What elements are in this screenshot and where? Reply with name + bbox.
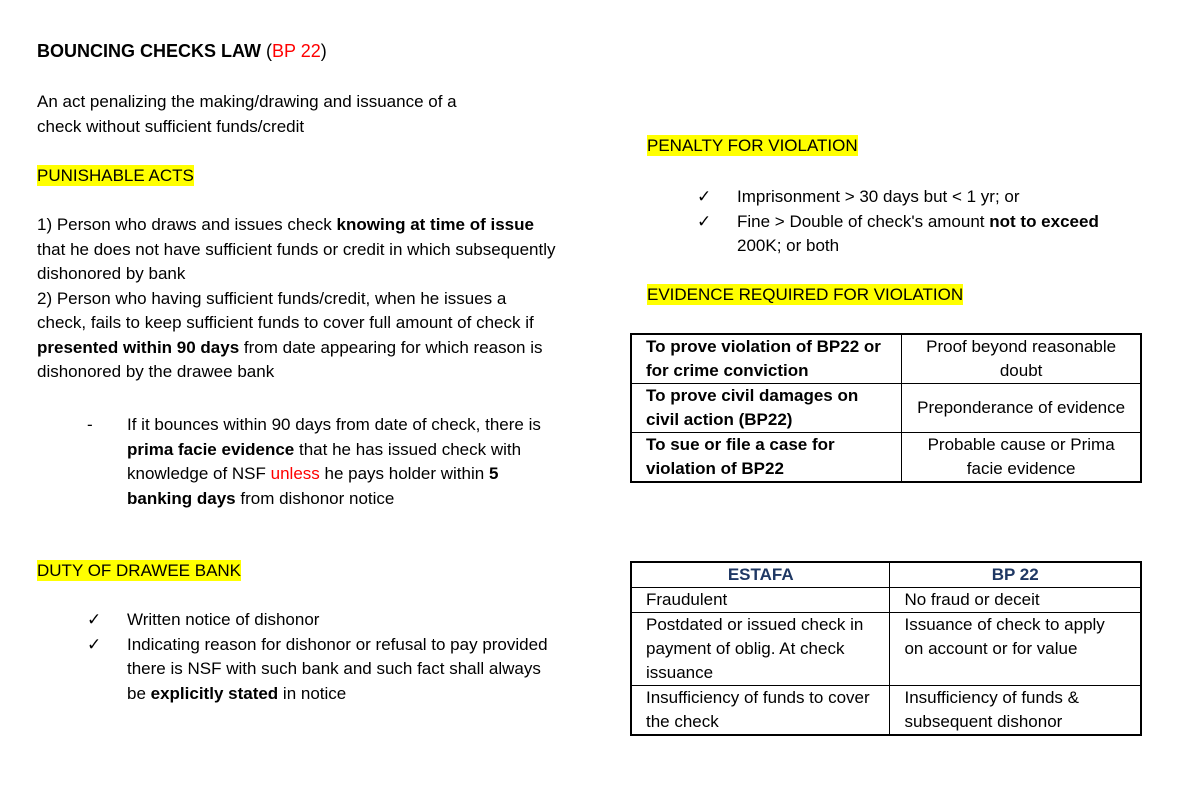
table-row [631, 686, 1141, 736]
title-text: BOUNCING CHECKS LAW [37, 41, 261, 61]
comparison-table [630, 561, 1142, 736]
table-cell: Probable cause or Prima facie evidence [902, 433, 1141, 483]
table-cell: No fraud or deceit [890, 588, 1141, 613]
penalty-heading: PENALTY FOR VIOLATION [647, 136, 858, 155]
penalty-item: ✓ Imprisonment > 30 days but < 1 yr; or [647, 185, 1117, 210]
punishable-heading: PUNISHABLE ACTS [37, 166, 194, 185]
table-cell: Insufficiency of funds to cover the check [631, 686, 890, 736]
evidence-table [630, 333, 1142, 483]
table-header: ESTAFA [631, 562, 890, 588]
penalty-item: ✓ Fine > Double of check's amount not to exceed 200K; or both [697, 211, 1099, 255]
document-title: BOUNCING CHECKS LAW (BP 22) [37, 41, 327, 61]
table-cell: Fraudulent [631, 588, 890, 613]
dash-marker: - [87, 415, 93, 434]
act-2: 2) Person who having sufficient funds/credit, when he issues a check, fails to keep sufficient funds to cover full amount of check if presented within 90 days from date appearing for which reason is dishonored by the drawee bank [37, 288, 543, 381]
check-mark-icon: ✓ [697, 187, 712, 206]
table-row [631, 613, 1141, 686]
duty-item: ✓ Written notice of dishonor [37, 608, 562, 633]
act-2-subpoint: - If it bounces within 90 days from date of check, there is prima facie evidence that he has issued check with knowledge of NSF unless he pays holder within 5 banking days from dishonor notice [87, 415, 541, 508]
punishable-acts [37, 213, 559, 385]
table-row [631, 384, 1141, 433]
duty-item: ✓ Indicating reason for dishonor or refusal to pay provided there is NSF with such bank and such fact shall always be explicitly stated in notice [87, 634, 548, 703]
table-cell: Issuance of check to apply on account or for value [890, 613, 1141, 686]
table-cell: To prove civil damages on civil action (BP22) [631, 384, 902, 433]
table-header-row [631, 562, 1141, 588]
table-cell: Insufficiency of funds & subsequent dishonor [890, 686, 1141, 736]
title-code: BP 22 [272, 41, 321, 61]
table-cell: Preponderance of evidence [902, 384, 1141, 433]
table-row [631, 334, 1141, 384]
table-header: BP 22 [890, 562, 1141, 588]
table-row [631, 588, 1141, 613]
duty-list [37, 608, 562, 706]
intro-paragraph: An act penalizing the making/drawing and issuance of a check without sufficient funds/credit [37, 92, 457, 136]
penalty-list [647, 185, 1117, 259]
duty-heading: DUTY OF DRAWEE BANK [37, 561, 242, 580]
check-mark-icon: ✓ [697, 211, 712, 231]
act-1: 1) Person who draws and issues check knowing at time of issue that he does not have sufficient funds or credit in which subsequently dishonored by bank [37, 215, 556, 283]
check-mark-icon: ✓ [87, 610, 102, 629]
table-cell: Postdated or issued check in payment of oblig. At check issuance [631, 613, 890, 686]
table-cell: Proof beyond reasonable doubt [902, 334, 1141, 384]
table-row [631, 433, 1141, 483]
table-cell: To prove violation of BP22 or for crime conviction [631, 334, 902, 384]
check-mark-icon: ✓ [87, 634, 102, 654]
table-cell: To sue or file a case for violation of BP22 [631, 433, 902, 483]
evidence-heading: EVIDENCE REQUIRED FOR VIOLATION [647, 285, 964, 304]
